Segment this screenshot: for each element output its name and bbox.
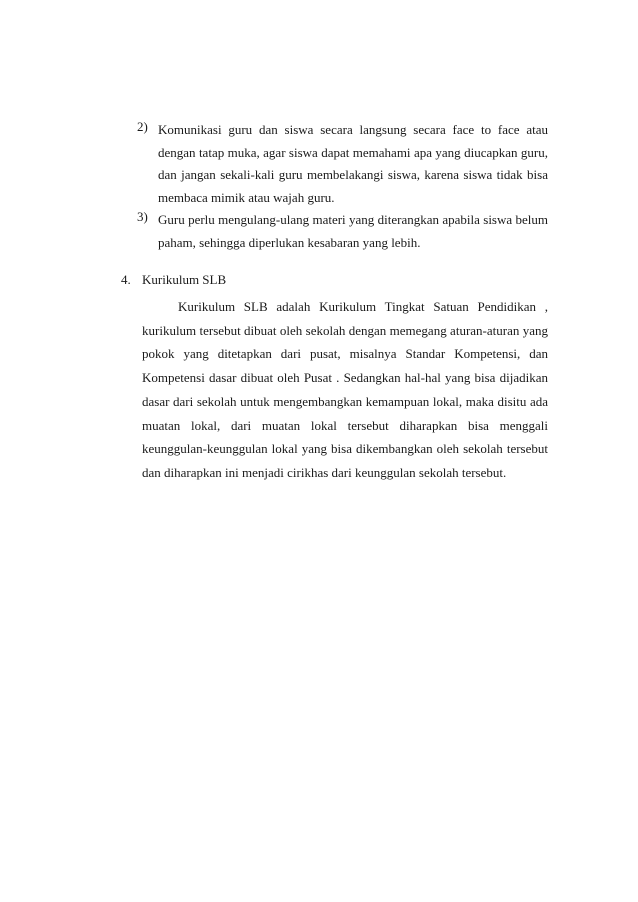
paragraph-line: Kurikulum SLB adalah Kurikulum Tingkat Satuan Pendidikan , [178,299,548,314]
paragraph-line: pokok yang ditetapkan dari pusat, misalnya Standar Kompetensi, dan [142,346,548,362]
section-paragraph [142,295,548,485]
list-item-text [158,119,548,209]
section-number: 4. [121,272,131,287]
paragraph-line: Kompetensi dasar dibuat oleh Pusat . Sedangkan hal-hal yang bisa dijadikan [142,370,548,386]
paragraph-line: kurikulum tersebut dibuat oleh sekolah dengan memegang aturan-aturan yang [142,322,548,338]
list-number: 3) [137,209,148,224]
section-title: Kurikulum SLB [142,272,227,287]
paragraph-line: keunggulan-keunggulan lokal yang bisa dikembangkan oleh sekolah tersebut [142,441,548,457]
text-line: paham, sehingga diperlukan kesabaran yang lebih. [158,234,421,250]
paragraph-line: dan diharapkan ini menjadi cirikhas dari keunggulan sekolah tersebut. [142,464,507,480]
text-line: dengan tatap muka, agar siswa dapat memahami apa yang diucapkan guru, [158,144,548,160]
paragraph-line: dasar dari sekolah untuk mengembangkan kemampuan lokal, maka disitu ada [142,393,548,409]
text-line: Guru perlu mengulang-ulang materi yang diterangkan apabila siswa belum [158,212,548,227]
text-line: Komunikasi guru dan siswa secara langsung secara face to face atau [158,122,548,137]
list-item-2 [137,119,548,209]
text-line: membaca mimik atau wajah guru. [158,189,335,205]
text-line: dan jangan sekali-kali guru membelakangi siswa, karena siswa tidak bisa [158,167,548,183]
paragraph-line: muatan lokal, dari muatan lokal tersebut diharapkan bisa menggali [142,417,548,433]
list-item-3 [137,209,548,254]
list-item-text [158,209,548,254]
list-number: 2) [137,119,148,134]
